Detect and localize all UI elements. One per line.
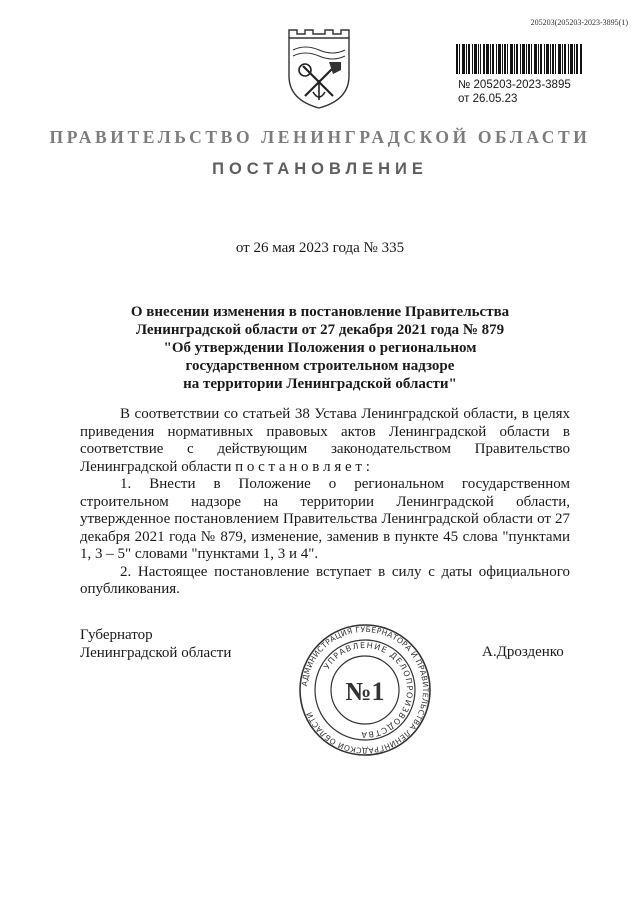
- registration-block: [458, 78, 571, 106]
- stamp-outer-text: АДМИНИСТРАЦИЯ ГУБЕРНАТОРА И ПРАВИТЕЛЬСТВА ЛЕНИНГРАДСКОЙ ОБЛАСТИ: [300, 624, 431, 756]
- signatory-position: [80, 626, 231, 662]
- government-heading: ПРАВИТЕЛЬСТВО ЛЕНИНГРАДСКОЙ ОБЛАСТИ: [49, 127, 591, 147]
- official-stamp: [298, 623, 432, 757]
- stamp-number: №1: [345, 677, 385, 706]
- body-paragraph-preamble: В соответствии со статьей 38 Устава Ленинградской области, в целях приведения нормативных правовых актов Ленинградской области в соответствие с действующим законодательством Правительство Ленинградской области п о с т а н о в л я е т :: [80, 406, 570, 475]
- signatory-name: А.Дрозденко: [482, 644, 564, 660]
- registration-date: от 26.05.23: [458, 93, 518, 105]
- decree-date-number: от 26 мая 2023 года № 335: [235, 240, 405, 256]
- barcode: [456, 44, 582, 74]
- position-line: Губернатор: [80, 627, 153, 643]
- title-line: Ленинградской области от 27 декабря 2021 года № 879: [135, 322, 505, 338]
- body-paragraph-item-1: 1. Внести в Положение о региональном государственном строительном надзоре на территории Ленинградской области, утвержденное постановлением Правительства Ленинградской области от 27 декабря 2021 года № 879, изменение, заменив в пункте 45 слова "пунктами 1, 3 – 5" словами "пунктами 1, 3 и 4".: [80, 476, 570, 562]
- coat-of-arms-icon: [283, 26, 355, 112]
- document-type-heading: ПОСТАНОВЛЕНИЕ: [212, 160, 428, 178]
- registration-number: № 205203-2023-3895: [458, 79, 571, 91]
- stamp-inner-text: УПРАВЛЕНИЕ ДЕЛОПРОИЗВОДСТВА: [322, 640, 415, 740]
- body-paragraph-item-2: 2. Настоящее постановление вступает в силу с даты официального опубликования.: [80, 563, 570, 597]
- decree-body: [80, 406, 570, 599]
- title-line: "Об утверждении Положения о региональном: [163, 340, 477, 356]
- title-line: на территории Ленинградской области": [183, 376, 457, 392]
- decree-title: [100, 303, 540, 393]
- title-line: государственном строительном надзоре: [185, 358, 455, 374]
- title-line: О внесении изменения в постановление Правительства: [130, 304, 510, 320]
- position-line: Ленинградской области: [80, 645, 232, 661]
- document-reference: 205203(205203-2023-3895(1): [530, 18, 628, 27]
